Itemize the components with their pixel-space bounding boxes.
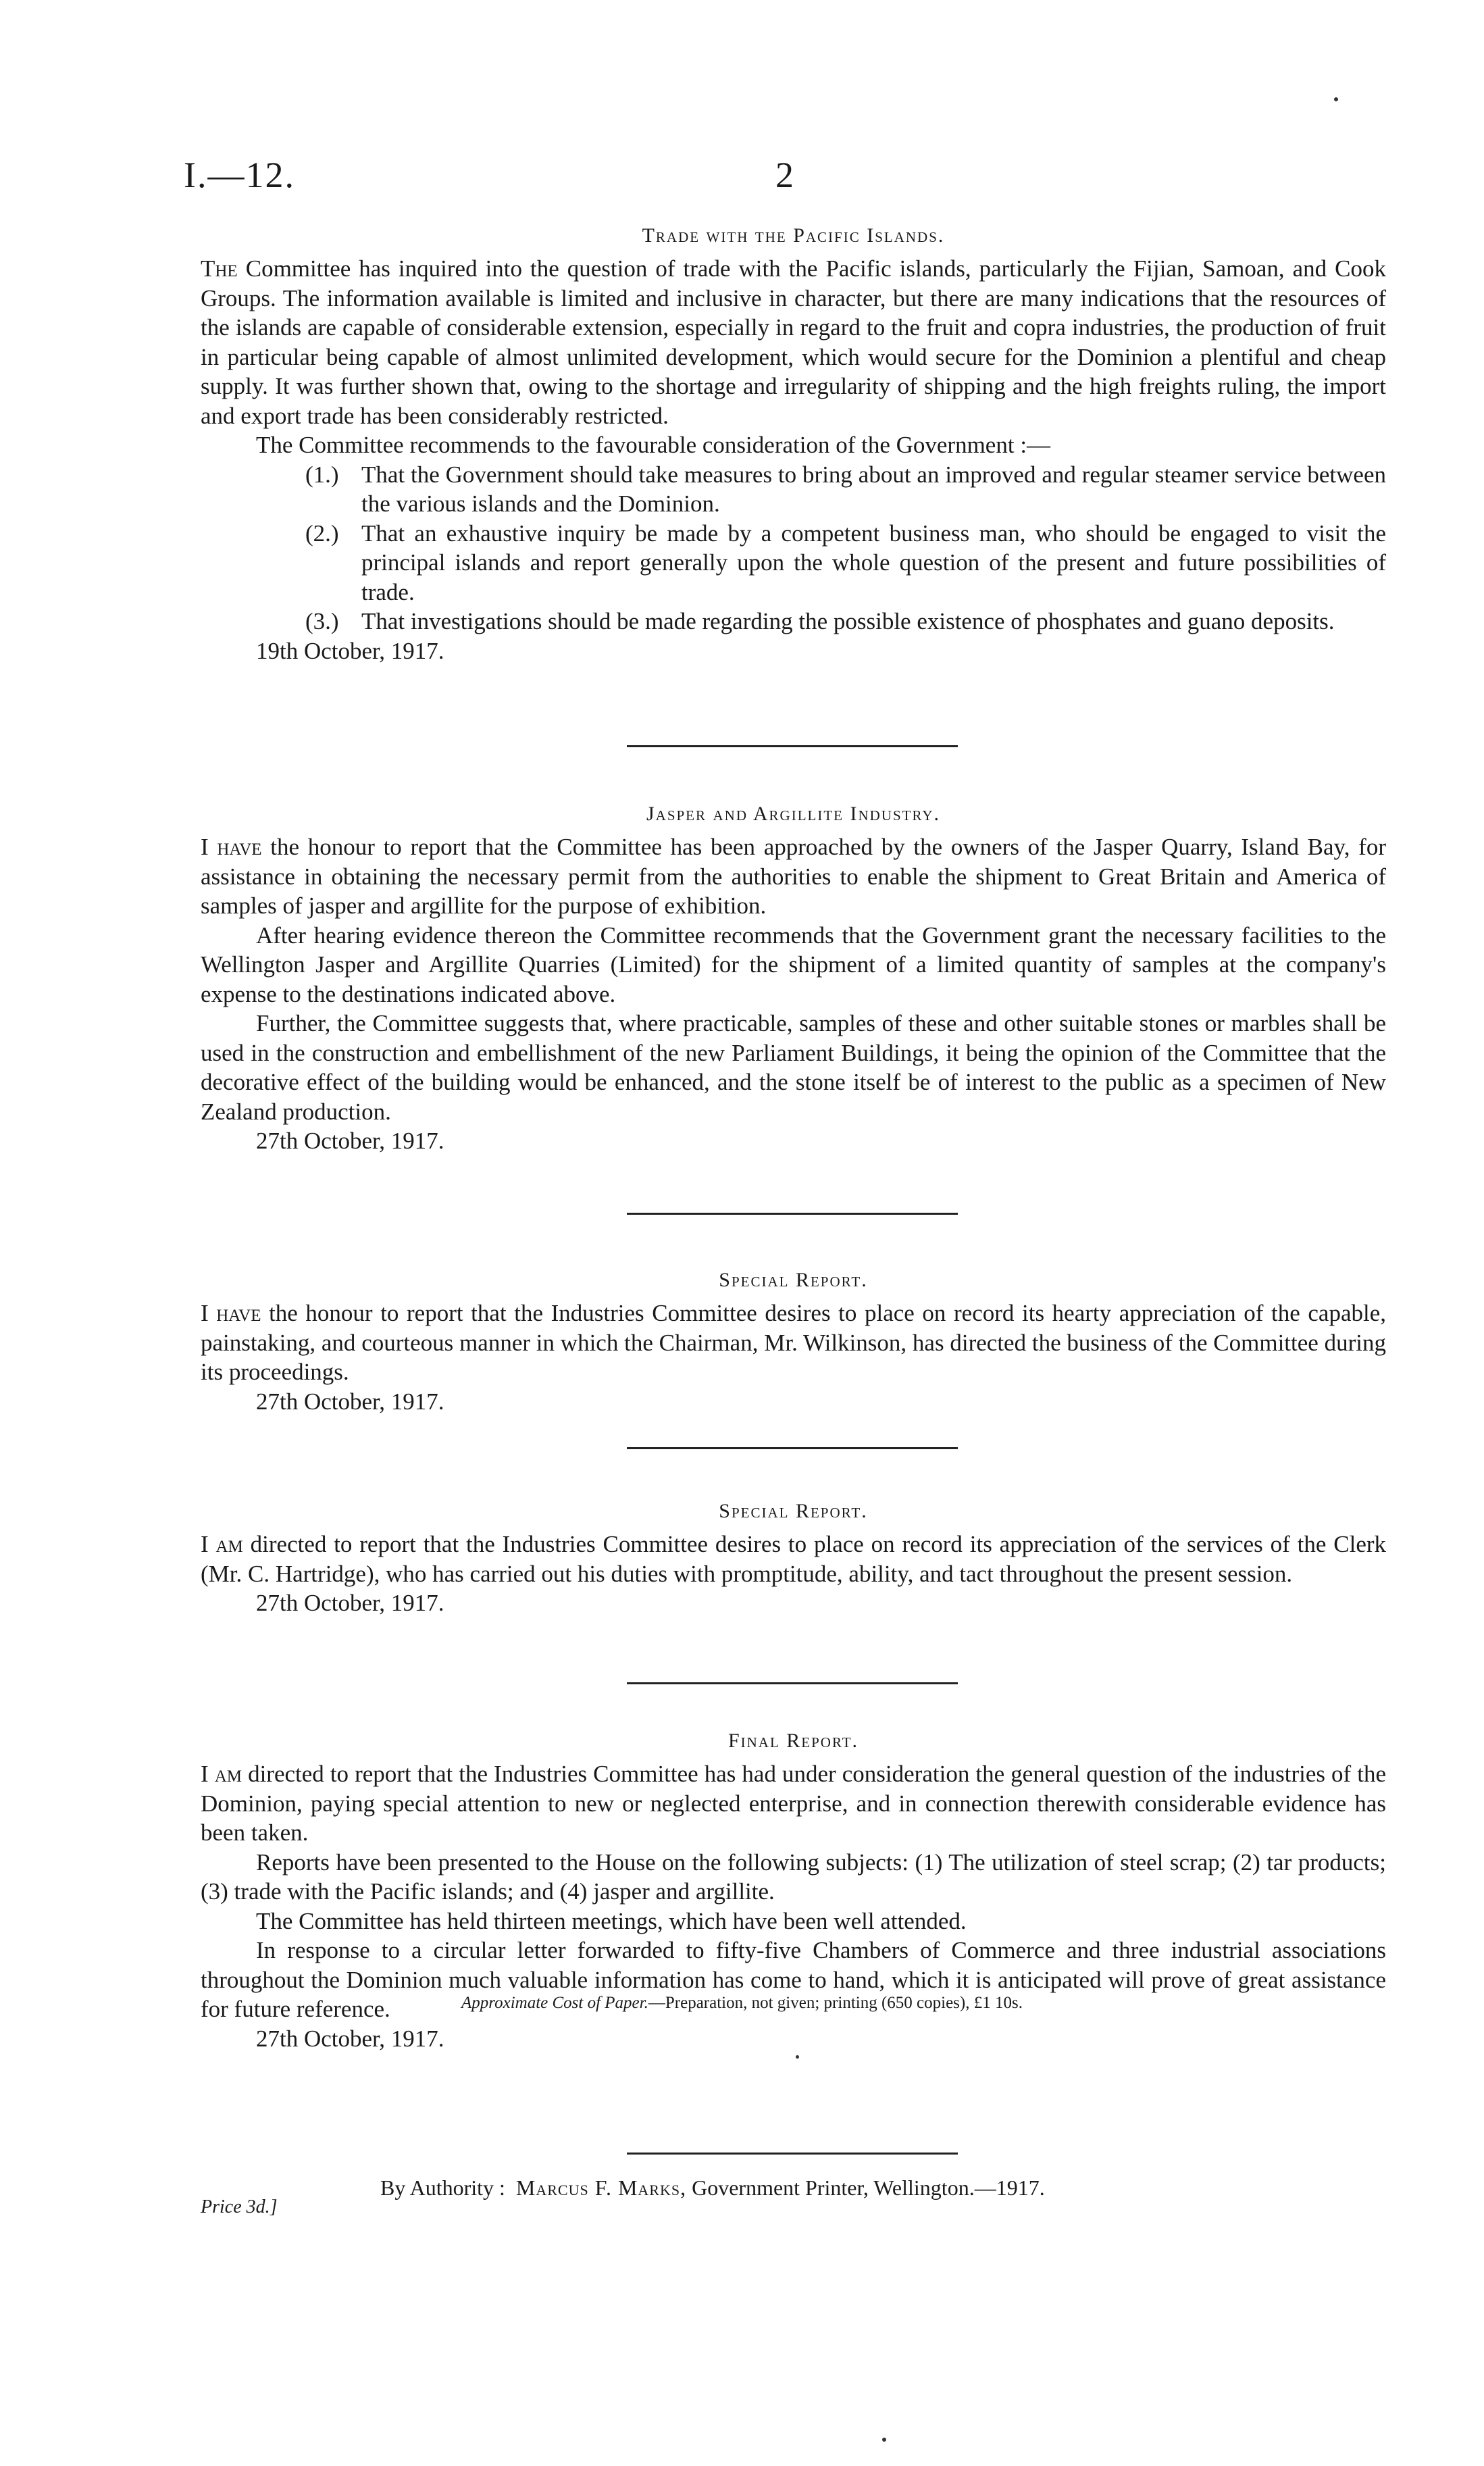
- cost-label: Approximate Cost of Paper.: [461, 1994, 648, 2012]
- print-speck: [1334, 97, 1338, 101]
- section-heading: Jasper and Argillite Industry.: [646, 803, 941, 825]
- paragraph: I have the honour to report that the Industries Committee desires to place on record its hearty appreciation of the capable, painstaking, and courteous manner in which the Chairman, Mr. Wilkinson, has directed the business of the Committee during its proceedings.: [201, 1300, 1387, 1385]
- report-date: 27th October, 1917.: [256, 1128, 444, 1154]
- paragraph: In response to a circular letter forwarded to fifty-five Chambers of Commerce and three industrial associations throughout the Dominion much valuable information has come to hand, which it is anticipated will prove of great assistance for future reference.: [201, 1937, 1386, 2022]
- lead-word: I have: [201, 1300, 261, 1326]
- section-heading: Special Report.: [719, 1269, 868, 1291]
- list-item: (1.) That the Government should take measures to bring about an improved and regular steamer service between the various islands and the Dominion.: [305, 461, 1386, 517]
- section-heading: Final Report.: [727, 1730, 859, 1752]
- lead-word: I am: [201, 1761, 242, 1787]
- divider: [627, 1682, 958, 1684]
- page-number: 2: [775, 155, 794, 195]
- paragraph: Further, the Committee suggests that, where practicable, samples of these and other suitable stones or marbles shall be used in the construction and embellishment of the new Parliament Buildings, it being the opinion of the Committee that the decorative effect of the building would be enhanced, and the stone itself be of interest to the public as a specimen of New Zealand production.: [201, 1010, 1386, 1125]
- divider: [627, 745, 958, 747]
- print-speck: [882, 2438, 886, 2442]
- cost-text: —Preparation, not given; printing (650 copies), £1 10s.: [648, 1994, 1023, 2012]
- paragraph: I am directed to report that the Industries Committee has had under consideration the general question of the industries of the Dominion, paying special attention to new or neglected enterprise, and in connection therewith considerable evidence has been taken.: [201, 1761, 1386, 1846]
- section-jasper: [201, 803, 1386, 1156]
- print-speck: [796, 2055, 799, 2059]
- paragraph: The Committee has held thirteen meetings, which have been well attended.: [256, 1907, 967, 1934]
- divider: [627, 1447, 958, 1449]
- paragraph: I am directed to report that the Industries Committee desires to place on record its appreciation of the services of the Clerk (Mr. C. Hartridge), who has carried out his duties with promptitude, ability, and tact throughout the present session.: [201, 1531, 1387, 1587]
- section-trade: [201, 224, 1386, 665]
- section-special-report-chairman: [201, 1269, 1386, 1416]
- cost-of-paper: [0, 1994, 1484, 2013]
- paragraph: After hearing evidence thereon the Committee recommends that the Government grant the necessary facilities to the Wellington Jasper and Argillite Quarries (Limited) for the shipment of a limited quantity of samples at the company's expense to the destinations indicated above.: [201, 922, 1386, 1007]
- lead-word: I am: [201, 1531, 243, 1557]
- report-date: 27th October, 1917.: [256, 2025, 444, 2052]
- page-reference: I.—12.: [184, 155, 295, 195]
- section-heading: Special Report.: [719, 1500, 868, 1522]
- paragraph: I have the honour to report that the Committee has been approached by the owners of the Jasper Quarry, Island Bay, for assistance in obtaining the necessary permit from the authorities to enable the shipment to Great Britain and America of samples of jasper and argillite for the purpose of exhibition.: [201, 834, 1386, 919]
- lead-word: I have: [201, 834, 262, 860]
- paragraph: The Committee recommends to the favourable consideration of the Government :—: [256, 432, 1051, 458]
- price: Price 3d.]: [201, 2196, 278, 2217]
- printer-authority: By Authority : Marcus F. Marks, Government Printer, Wellington.—1917.: [380, 2175, 1045, 2200]
- paragraph: The Committee has inquired into the question of trade with the Pacific islands, particularly the Fijian, Samoan, and Cook Groups. The information available is limited and inclusive in character, but there are many indications that the resources of the islands are capable of considerable extension, especially in regard to the fruit and copra industries, the production of fruit in particular being capable of almost unlimited development, which would secure for the Dominion a plentiful and cheap supply. It was further shown that, owing to the shortage and irregularity of shipping and the high freights ruling, the import and export trade has been considerably restricted.: [201, 255, 1387, 429]
- report-date: 27th October, 1917.: [256, 1590, 444, 1616]
- recommendation-list: [305, 460, 1386, 636]
- list-item: (3.) That investigations should be made regarding the possible existence of phosphates and guano deposits.: [305, 608, 1335, 634]
- divider: [627, 2153, 958, 2155]
- report-date: 27th October, 1917.: [256, 1388, 444, 1415]
- printer-name: Marcus F. Marks,: [515, 2175, 687, 2200]
- list-item: (2.) That an exhaustive inquiry be made by a competent business man, who should be engaged to visit the principal islands and report generally upon the whole question of the present and future possibilities of trade.: [305, 520, 1386, 605]
- section-heading: Trade with the Pacific Islands.: [642, 224, 945, 247]
- lead-word: The: [201, 255, 238, 282]
- divider: [627, 1213, 958, 1215]
- report-date: 19th October, 1917.: [256, 637, 444, 664]
- section-special-report-clerk: [201, 1500, 1386, 1618]
- paragraph: Reports have been presented to the House on the following subjects: (1) The utilization of steel scrap; (2) tar products; (3) trade with the Pacific islands; and (4) jasper and argillite.: [201, 1848, 1386, 1905]
